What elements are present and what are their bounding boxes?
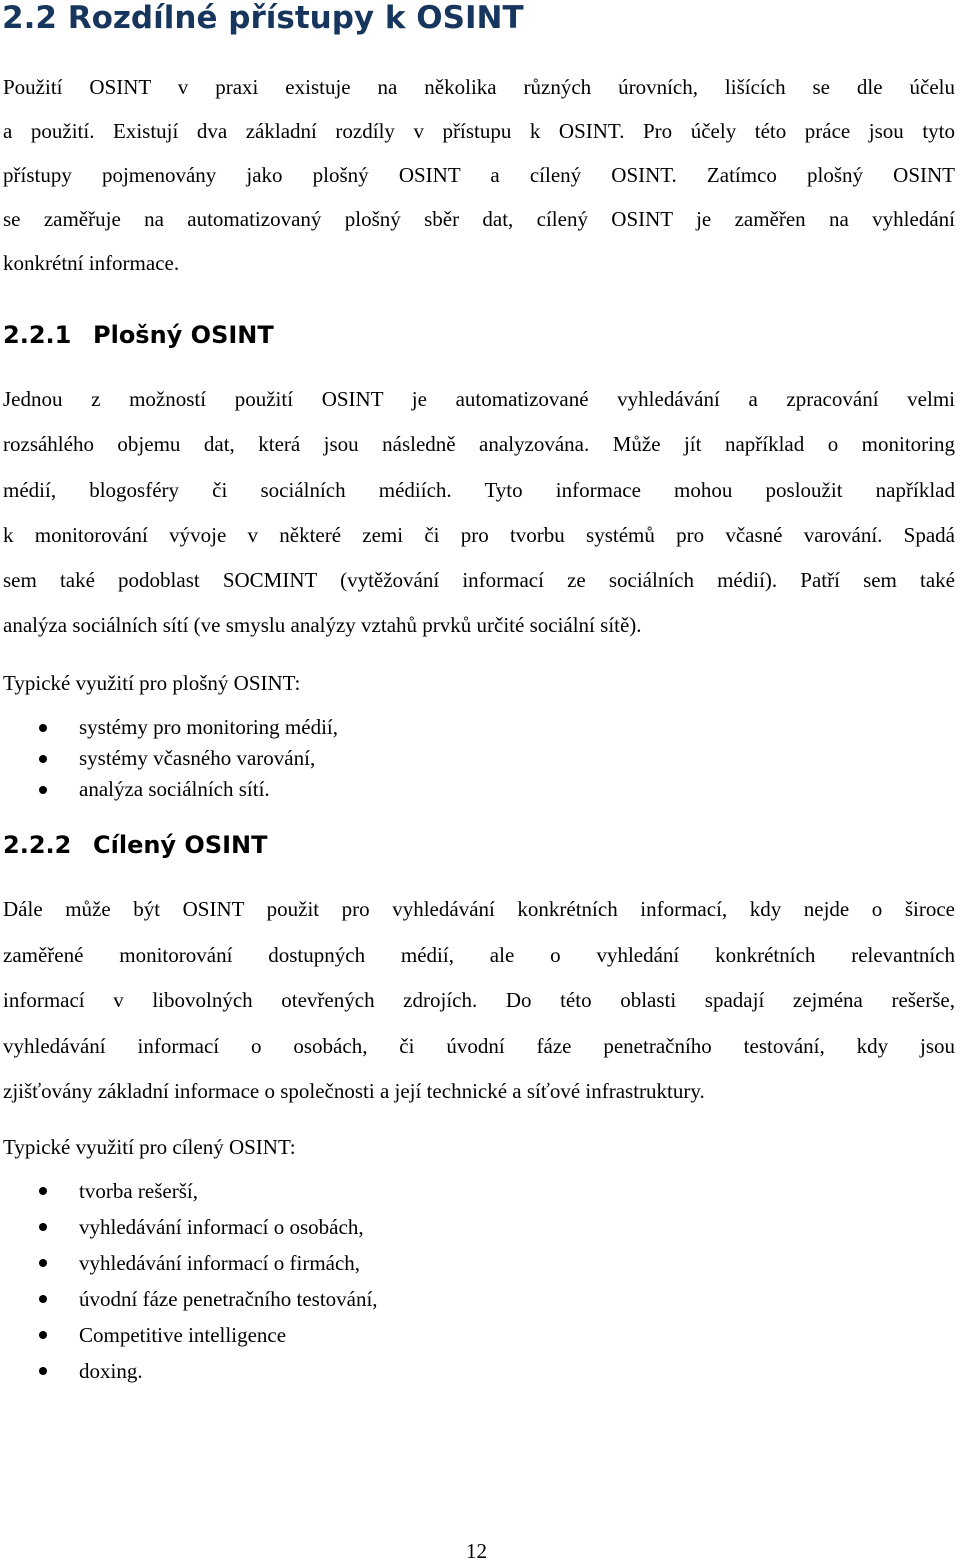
list-item-text: doxing. <box>79 1359 143 1383</box>
paragraph-line: zaměřené monitorování dostupných médií, ale o vyhledání konkrétních relevantních <box>3 942 955 967</box>
bullet-icon <box>39 1295 47 1303</box>
bullet-icon <box>39 786 47 794</box>
subsection-title: Cílený OSINT <box>93 831 268 859</box>
section-number: 2.2 <box>2 0 57 36</box>
list-item <box>0 712 338 743</box>
list-item <box>0 1281 378 1317</box>
section-intro-paragraph <box>3 65 955 285</box>
list-item-text: vyhledávání informací o osobách, <box>79 1215 364 1239</box>
cileny-paragraph <box>3 887 955 1115</box>
bullet-icon <box>39 1331 47 1339</box>
paragraph-line: rozsáhlého objemu dat, která jsou následně analyzována. Může jít například o monitoring <box>3 432 955 457</box>
subsection-title: Plošný OSINT <box>93 321 274 349</box>
section-title: Rozdílné přístupy k OSINT <box>67 0 524 36</box>
list-item <box>0 774 338 805</box>
paragraph-line: Použití OSINT v praxi existuje na několika různých úrovních, lišících se dle účelu <box>3 75 955 99</box>
subsection-heading-plosny <box>3 319 274 351</box>
list-item <box>0 1173 378 1209</box>
paragraph-line: k monitorování vývoje v některé zemi či pro tvorbu systémů pro včasné varování. Spadá <box>3 522 955 547</box>
paragraph-line: přístupy pojmenovány jako plošný OSINT a cílený OSINT. Zatímco plošný OSINT <box>3 163 955 187</box>
plosny-paragraph <box>3 377 955 649</box>
paragraph-line: médií, blogosféry či sociálních médiích. Tyto informace mohou posloužit například <box>3 477 955 502</box>
subsection-heading-cileny <box>3 829 268 861</box>
subsection-number: 2.2.1 <box>3 321 72 349</box>
bullet-icon <box>39 755 47 763</box>
bullet-icon <box>39 1187 47 1195</box>
list-item <box>0 743 338 774</box>
list-item-text: systémy včasného varování, <box>79 746 316 770</box>
list-item-text: analýza sociálních sítí. <box>79 777 270 801</box>
subsection-number: 2.2.2 <box>3 831 72 859</box>
cileny-list-label: Typické využití pro cílený OSINT: <box>3 1135 296 1159</box>
list-item-text: systémy pro monitoring médií, <box>79 715 338 739</box>
bullet-icon <box>39 1367 47 1375</box>
list-item-text: tvorba rešerší, <box>79 1179 198 1203</box>
list-item <box>0 1209 378 1245</box>
bullet-icon <box>39 1259 47 1267</box>
section-heading <box>2 0 524 38</box>
paragraph-line: se zaměřuje na automatizovaný plošný sběr dat, cílený OSINT je zaměřen na vyhledání <box>3 207 955 231</box>
page-number: 12 <box>466 1539 487 1563</box>
list-item-text: úvodní fáze penetračního testování, <box>79 1287 378 1311</box>
paragraph-line: Jednou z možností použití OSINT je automatizované vyhledávání a zpracování velmi <box>3 387 955 411</box>
paragraph-line: informací v libovolných otevřených zdrojích. Do této oblasti spadají zejména rešerše, <box>3 988 955 1012</box>
bullet-icon <box>39 1223 47 1231</box>
list-item-text: Competitive intelligence <box>79 1323 287 1347</box>
list-item-text: vyhledávání informací o firmách, <box>79 1251 361 1275</box>
list-item <box>0 1317 378 1353</box>
list-item <box>0 1353 378 1389</box>
list-item <box>0 1245 378 1281</box>
paragraph-line: zjišťovány základní informace o společnosti a její technické a síťové infrastruktury. <box>3 1079 705 1103</box>
paragraph-line: Dále může být OSINT použit pro vyhledávání konkrétních informací, kdy nejde o široce <box>3 897 955 921</box>
cileny-usage-list <box>0 1173 378 1389</box>
paragraph-line: sem také podoblast SOCMINT (vytěžování informací ze sociálních médií). Patří sem také <box>3 568 955 593</box>
paragraph-line: a použití. Existují dva základní rozdíly v přístupu k OSINT. Pro účely této práce jsou tyto <box>3 119 955 143</box>
plosny-list-label: Typické využití pro plošný OSINT: <box>3 671 301 695</box>
paragraph-line: analýza sociálních sítí (ve smyslu analýzy vztahů prvků určité sociální sítě). <box>3 613 642 638</box>
paragraph-line: konkrétní informace. <box>3 251 180 275</box>
plosny-usage-list <box>0 712 338 805</box>
paragraph-line: vyhledávání informací o osobách, či úvodní fáze penetračního testování, kdy jsou <box>3 1033 955 1058</box>
bullet-icon <box>39 724 47 732</box>
